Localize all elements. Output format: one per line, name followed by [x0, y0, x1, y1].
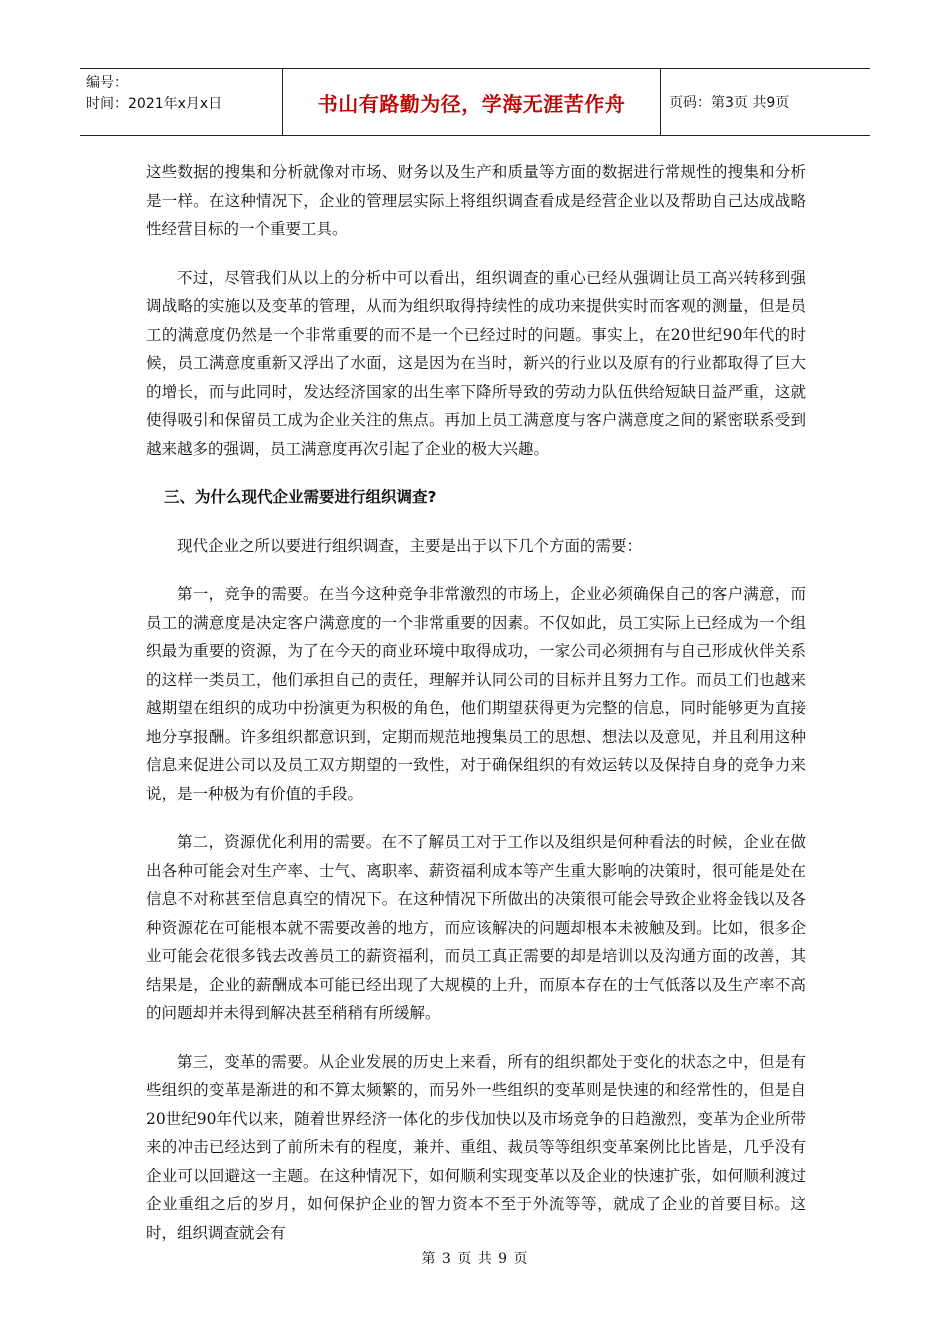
page-footer: 第 3 页 共 9 页: [421, 1251, 529, 1267]
document-body: [146, 158, 806, 1267]
header-motto: 书山有路勤为径，学海无涯苦作舟: [283, 69, 661, 135]
paragraph-1: 这些数据的搜集和分析就像对市场、财务以及生产和质量等方面的数据进行常规性的搜集和分析是一样。在这种情况下，企业的管理层实际上将组织调查看成是经营企业以及帮助自己达成战略性经营目标的一个重要工具。: [146, 163, 806, 238]
document-header: [80, 68, 870, 136]
paragraph-2: 不过，尽管我们从以上的分析中可以看出，组织调查的重心已经从强调让员工高兴转移到强调战略的实施以及变革的管理，从而为组织取得持续性的成功来提供实时而客观的测量，但是员工的满意度仍然是一个非常重要的而不是一个已经过时的问题。事实上，在20世纪90年代的时候，员工满意度重新又浮出了水面，这是因为在当时，新兴的行业以及原有的行业都取得了巨大的增长，而与此同时，发达经济国家的出生率下降所导致的劳动力队伍供给短缺日益严重，这就使得吸引和保留员工成为企业关注的焦点。再加上员工满意度与客户满意度之间的紧密联系受到越来越多的强调，员工满意度再次引起了企业的极大兴趣。: [146, 268, 806, 458]
paragraph-5: 第二，资源优化利用的需要。在不了解员工对于工作以及组织是何种看法的时候，企业在做出各种可能会对生产率、士气、离职率、薪资福利成本等产生重大影响的决策时，很可能是处在信息不对称甚至信息真空的情况下。在这种情况下所做出的决策很可能会导致企业将金钱以及各种资源花在可能根本就不需要改善的地方，而应该解决的问题却根本未被触及到。比如，很多企业可能会花很多钱去改善员工的薪资福利，而员工真正需要的却是培训以及沟通方面的改善，其结果是，企业的薪酬成本可能已经出现了大规模的上升，而原本存在的士气低落以及生产率不高的问题却并未得到解决甚至稍稍有所缓解。: [146, 833, 806, 1022]
section-heading-3: 三、为什么现代企业需要进行组织调查?: [164, 488, 437, 506]
paragraph-3: 现代企业之所以要进行组织调查，主要是出于以下几个方面的需要：: [177, 536, 643, 555]
paragraph-6: 第三，变革的需要。从企业发展的历史上来看，所有的组织都处于变化的状态之中，但是有些组织的变革是渐进的和不算太频繁的，而另外一些组织的变革则是快速的和经常性的，但是自20世纪90年代以来，随着世界经济一体化的步伐加快以及市场竞争的日趋激烈，变革为企业所带来的冲击已经达到了前所未有的程度，兼并、重组、裁员等等组织变革案例比比皆是，几乎没有企业可以回避这一主题。在这种情况下，如何顺利实现变革以及企业的快速扩张，如何顺利渡过企业重组之后的岁月，如何保护企业的智力资本不至于外流等等，就成了企业的首要目标。这时，组织调查就会有: [146, 1052, 806, 1242]
document-date: 时间：2021年x月x日: [86, 96, 223, 112]
header-meta: [80, 69, 283, 135]
header-page-info: 页码：第3页 共9页: [669, 95, 790, 111]
paragraph-4: 第一，竞争的需要。在当今这种竞争非常激烈的市场上，企业必须确保自己的客户满意，而员工的满意度是决定客户满意度的一个非常重要的因素。不仅如此，员工实际上已经成为一个组织最为重要的资源，为了在今天的商业环境中取得成功，一家公司必须拥有与自己形成伙伴关系的这样一类员工，他们承担自己的责任，理解并认同公司的目标并且努力工作。而员工们也越来越期望在组织的成功中扮演更为积极的角色，他们期望获得更为完整的信息，同时能够更为直接地分享报酬。许多组织都意识到，定期而规范地搜集员工的思想、想法以及意见，并且利用这种信息来促进公司以及员工双方期望的一致性，对于确保组织的有效运转以及保持自身的竞争力来说，是一种极为有价值的手段。: [146, 585, 806, 803]
document-number-label: 编号：: [86, 75, 128, 91]
